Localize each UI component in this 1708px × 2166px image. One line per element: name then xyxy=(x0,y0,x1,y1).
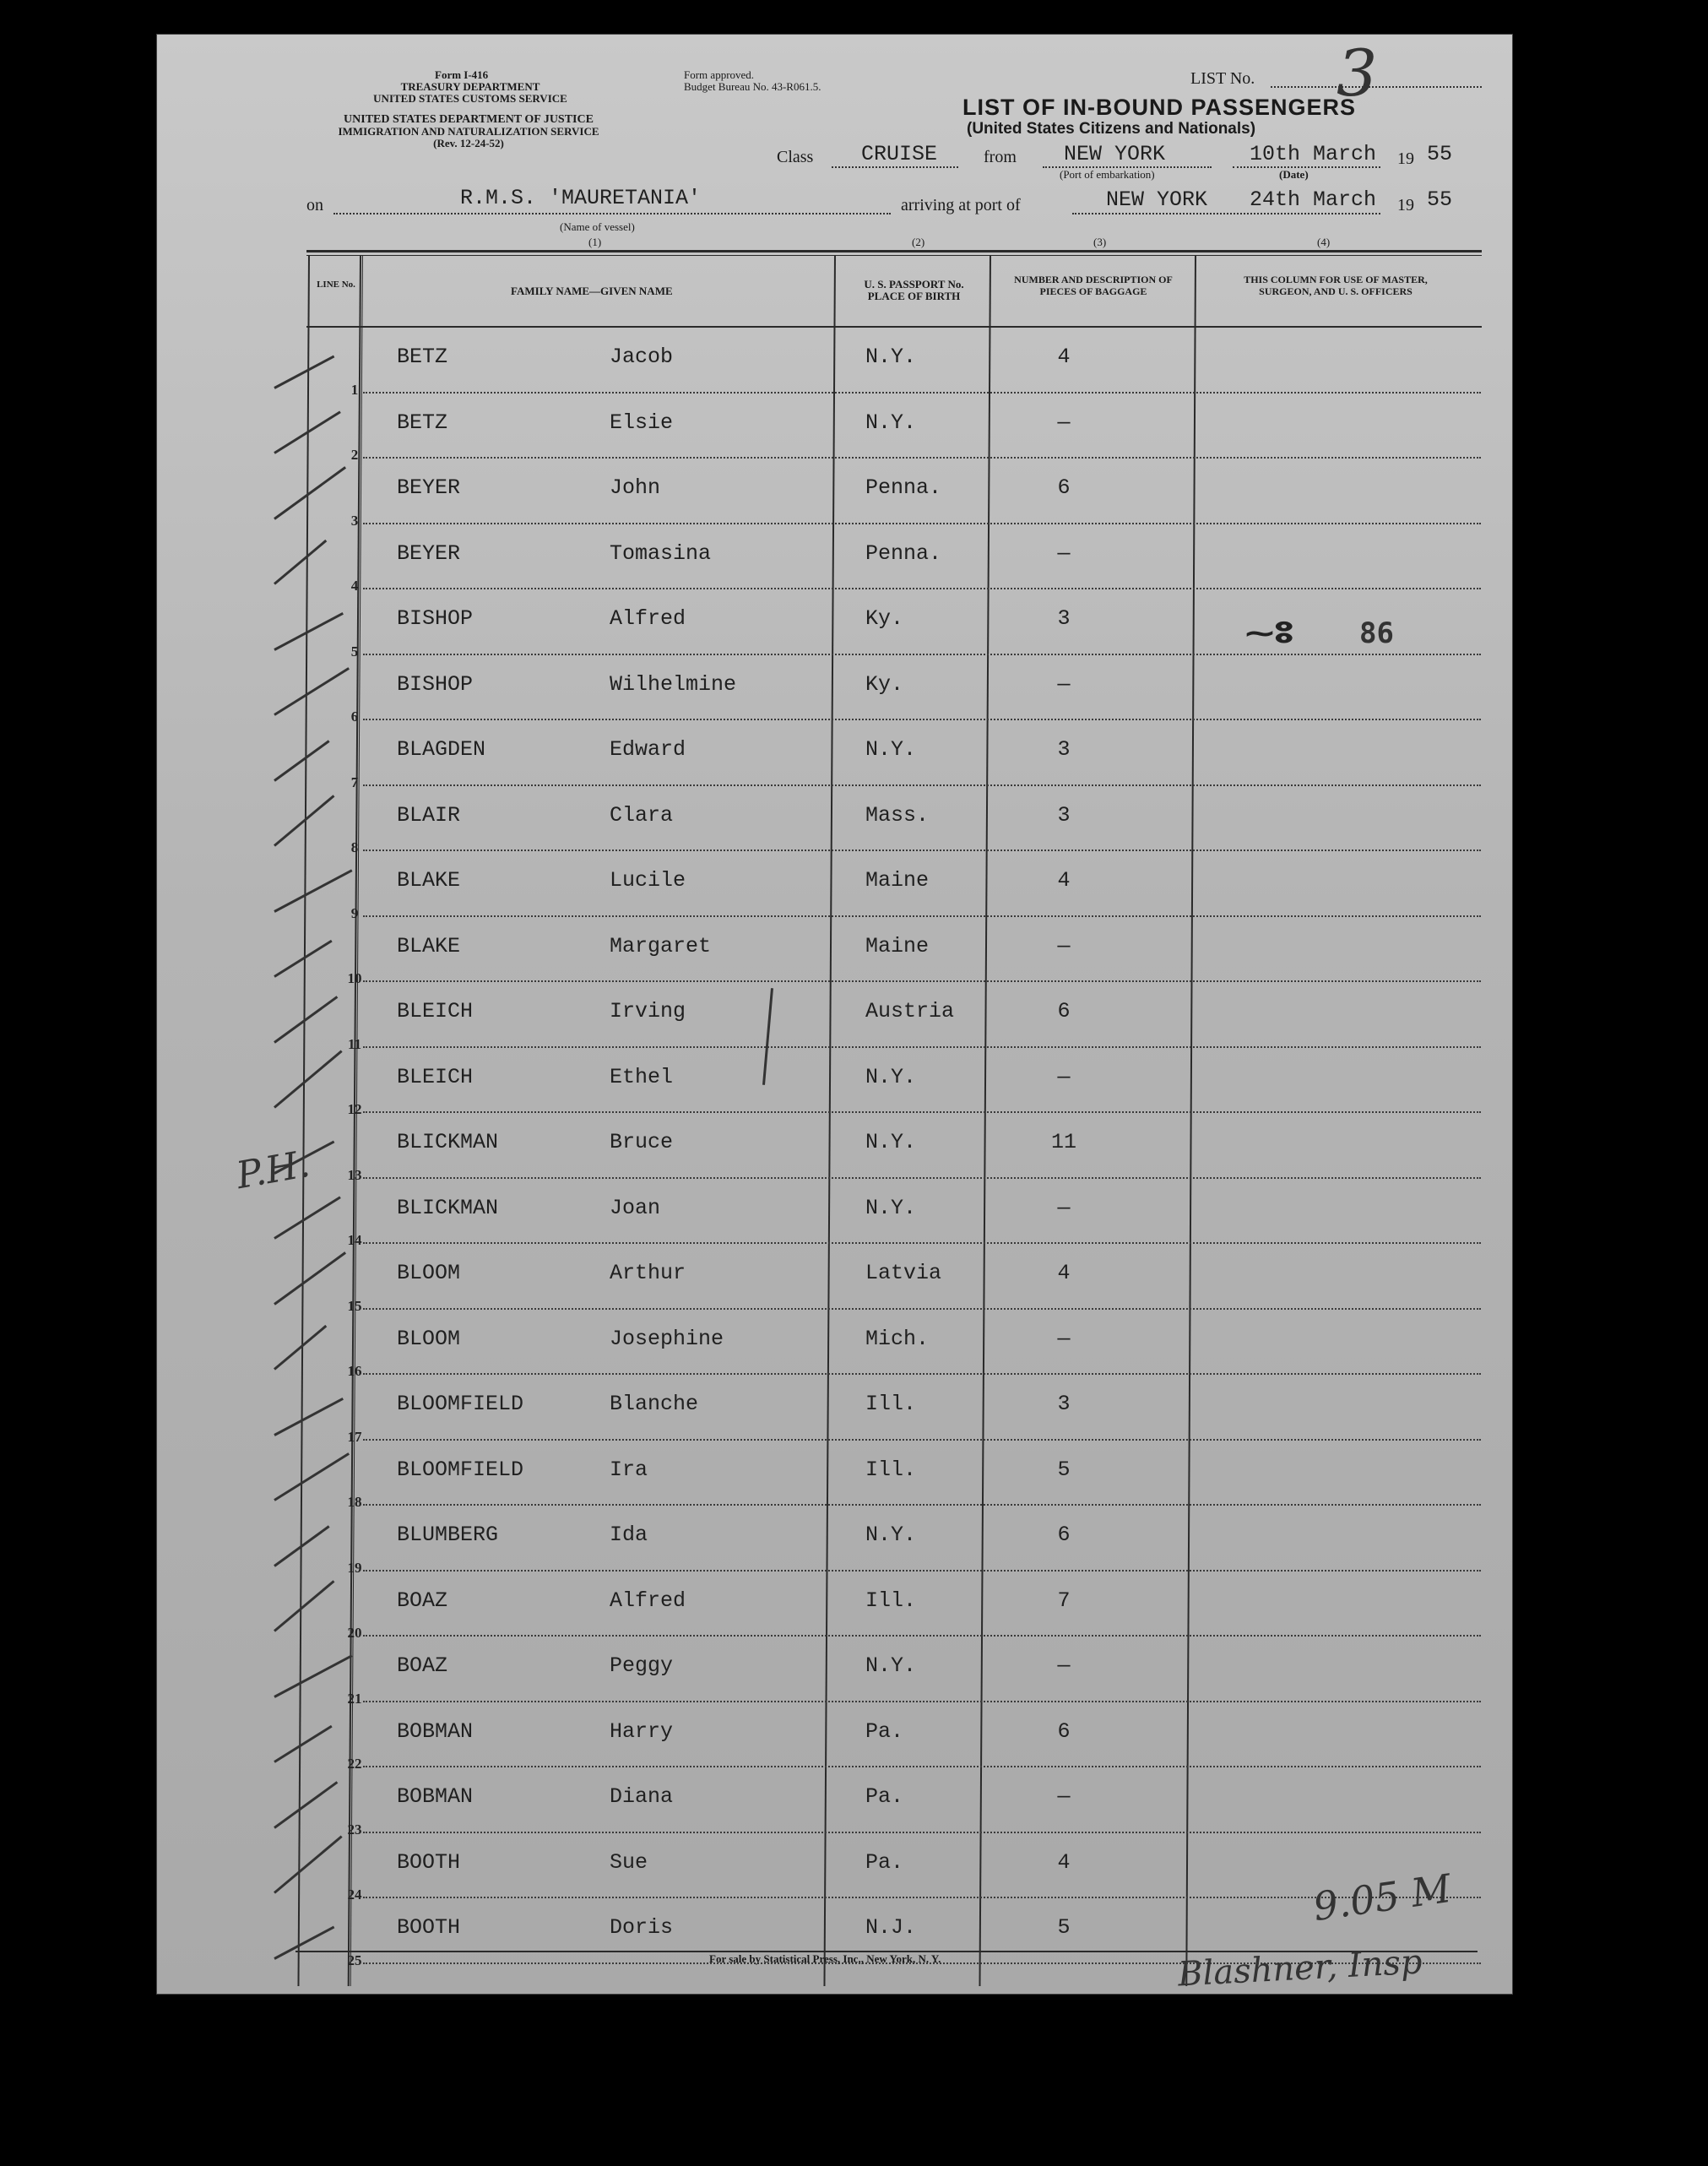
family-name: BLAGDEN xyxy=(397,737,486,762)
family-name: BISHOP xyxy=(397,606,474,631)
from-label: from xyxy=(984,148,1017,166)
baggage-count: 6 xyxy=(1057,999,1071,1023)
baggage-count: 6 xyxy=(1057,1718,1071,1744)
baggage-count: 5 xyxy=(1057,1457,1071,1482)
place-of-birth: Ky. xyxy=(865,606,904,631)
check-mark xyxy=(274,410,341,453)
given-name: Ethel xyxy=(610,1064,674,1089)
family-name: BLEICH xyxy=(397,1064,474,1089)
check-mark xyxy=(274,1836,343,1894)
table-row xyxy=(156,786,1513,855)
given-name: Elsie xyxy=(610,410,674,435)
family-name: BLICKMAN xyxy=(397,1130,499,1154)
col-header-line-no: LINE No. xyxy=(317,280,355,290)
dept-line-4: IMMIGRATION AND NATURALIZATION SERVICE xyxy=(338,125,599,138)
given-name: Margaret xyxy=(610,933,712,958)
table-row xyxy=(156,1310,1513,1379)
check-mark xyxy=(274,540,327,585)
check-mark xyxy=(274,1525,329,1566)
line-number: 3 xyxy=(350,512,359,529)
family-name: BEYER xyxy=(397,540,461,566)
line-number: 12 xyxy=(347,1101,362,1117)
table-row xyxy=(156,1113,1513,1183)
check-mark xyxy=(274,940,332,978)
table-row xyxy=(156,459,1513,529)
line-number: 5 xyxy=(350,643,359,660)
check-mark xyxy=(274,740,329,781)
place-of-birth: N.J. xyxy=(865,1915,917,1940)
baggage-count: 7 xyxy=(1057,1588,1071,1613)
vessel-caption: (Name of vessel) xyxy=(560,220,635,233)
family-name: BOOTH xyxy=(397,1915,461,1940)
list-no-label: LIST No. xyxy=(1190,69,1255,88)
place-of-birth: Austria xyxy=(865,999,955,1023)
inspector-signature: Blashner, Insp xyxy=(1176,1942,1423,1995)
check-mark xyxy=(274,1725,332,1763)
family-name: BOOTH xyxy=(397,1849,461,1875)
baggage-count: — xyxy=(1057,410,1071,435)
given-name: Tomasina xyxy=(610,540,712,566)
bottom-note: 9.05 M xyxy=(1310,1865,1455,1930)
table-row xyxy=(156,1506,1513,1576)
line-number: 25 xyxy=(347,1952,362,1968)
place-of-birth: Maine xyxy=(865,933,930,958)
baggage-count: 4 xyxy=(1057,345,1071,369)
family-name: BOAZ xyxy=(397,1653,448,1678)
from-value: NEW YORK xyxy=(1064,142,1166,166)
check-mark xyxy=(274,1580,334,1631)
table-row xyxy=(156,1637,1513,1707)
given-name: Irving xyxy=(610,999,686,1023)
line-number: 16 xyxy=(347,1363,362,1379)
check-mark xyxy=(274,355,334,388)
line-number: 7 xyxy=(350,774,359,790)
baggage-count: — xyxy=(1057,1064,1071,1089)
family-name: BLICKMAN xyxy=(397,1195,499,1220)
table-row xyxy=(156,1179,1513,1248)
place-of-birth: N.Y. xyxy=(865,1064,917,1089)
given-name: Clara xyxy=(610,802,674,828)
baggage-count: 3 xyxy=(1057,1392,1071,1416)
family-name: BLAKE xyxy=(397,868,461,893)
form-number: Form I-416 xyxy=(435,68,489,81)
check-mark xyxy=(274,1325,327,1371)
given-name: Peggy xyxy=(610,1653,674,1678)
line-number: 2 xyxy=(350,447,359,463)
line-number: 14 xyxy=(347,1232,362,1248)
given-name: John xyxy=(610,475,661,500)
place-of-birth: N.Y. xyxy=(865,345,917,369)
given-name: Bruce xyxy=(610,1130,674,1154)
baggage-count: 6 xyxy=(1057,1523,1071,1547)
given-name: Diana xyxy=(610,1784,674,1809)
given-name: Ida xyxy=(610,1523,648,1547)
family-name: BLOOM xyxy=(397,1326,461,1351)
col-num-2: (2) xyxy=(912,236,925,248)
baggage-count: 4 xyxy=(1057,1261,1071,1285)
family-name: BISHOP xyxy=(397,671,474,697)
place-of-birth: N.Y. xyxy=(865,1653,917,1678)
line-number: 9 xyxy=(350,904,359,921)
from-caption: (Port of embarkation) xyxy=(1060,168,1155,181)
place-of-birth: Pa. xyxy=(865,1784,904,1809)
manifest-sheet xyxy=(156,34,1513,1995)
place-of-birth: Pa. xyxy=(865,1718,904,1744)
given-name: Arthur xyxy=(610,1261,686,1285)
baggage-count: — xyxy=(1057,671,1071,697)
place-of-birth: Penna. xyxy=(865,540,942,566)
line-number: 10 xyxy=(347,970,362,986)
check-mark xyxy=(274,1251,346,1306)
arrival-port: NEW YORK xyxy=(1106,187,1208,212)
table-row xyxy=(156,1702,1513,1772)
family-name: BETZ xyxy=(397,345,448,369)
col-header-name: FAMILY NAME—GIVEN NAME xyxy=(511,285,673,297)
manifest-title: LIST OF IN-BOUND PASSENGERS xyxy=(962,95,1357,120)
line-number: 20 xyxy=(347,1625,362,1641)
family-name: BLAIR xyxy=(397,802,461,828)
given-name: Alfred xyxy=(610,1588,686,1613)
family-name: BLUMBERG xyxy=(397,1523,499,1547)
family-name: BLOOMFIELD xyxy=(397,1457,524,1482)
baggage-count: — xyxy=(1057,1653,1071,1678)
row5-stamp-mark: ⁓ⵓ xyxy=(1245,616,1294,650)
given-name: Alfred xyxy=(610,606,686,631)
place-of-birth: Ill. xyxy=(865,1588,917,1613)
check-mark xyxy=(274,1050,343,1109)
dept-line-5: (Rev. 12-24-52) xyxy=(433,137,504,149)
place-of-birth: N.Y. xyxy=(865,1195,917,1220)
baggage-count: 3 xyxy=(1057,606,1071,631)
depart-date: 10th March xyxy=(1250,142,1377,166)
given-name: Lucile xyxy=(610,868,686,893)
baggage-count: 3 xyxy=(1057,737,1071,762)
place-of-birth: Ill. xyxy=(865,1457,917,1482)
baggage-count: — xyxy=(1057,1784,1071,1809)
baggage-count: 11 xyxy=(1050,1130,1076,1154)
line-number: 11 xyxy=(347,1035,362,1052)
family-name: BETZ xyxy=(397,410,448,435)
check-mark xyxy=(274,1925,334,1959)
place-of-birth: Ky. xyxy=(865,671,904,697)
table-row xyxy=(156,1572,1513,1641)
line-number: 4 xyxy=(350,578,359,594)
check-mark xyxy=(274,1397,344,1436)
arriving-label: arriving at port of xyxy=(901,196,1021,214)
place-of-birth: Penna. xyxy=(865,475,942,500)
given-name: Blanche xyxy=(610,1392,699,1416)
table-row xyxy=(156,589,1513,660)
table-row xyxy=(156,1441,1513,1510)
col-header-officers: THIS COLUMN FOR USE OF MASTER, SURGEON, AND U. S. OFFICERS xyxy=(1244,274,1428,297)
arrival-date: 24th March xyxy=(1250,187,1377,212)
manifest-subtitle: (United States Citizens and Nationals) xyxy=(967,120,1256,138)
line-number: 13 xyxy=(347,1166,362,1183)
given-name: Edward xyxy=(610,737,686,762)
col-num-4: (4) xyxy=(1317,236,1331,248)
place-of-birth: N.Y. xyxy=(865,737,917,762)
table-row xyxy=(156,917,1513,986)
class-value: CRUISE xyxy=(861,142,938,166)
list-no-value: 3 xyxy=(1337,35,1378,111)
baggage-count: — xyxy=(1057,1195,1071,1220)
table-row xyxy=(156,328,1513,398)
family-name: BOBMAN xyxy=(397,1718,474,1744)
table-row xyxy=(156,1375,1513,1445)
line-number: 24 xyxy=(347,1886,362,1903)
baggage-count: 6 xyxy=(1057,475,1071,500)
date-caption: (Date) xyxy=(1279,168,1309,181)
place-of-birth: Latvia xyxy=(865,1261,942,1285)
dept-line-3: UNITED STATES DEPARTMENT OF JUSTICE xyxy=(344,113,594,126)
place-of-birth: Maine xyxy=(865,868,930,893)
line-number: 17 xyxy=(347,1428,362,1445)
table-row xyxy=(156,720,1513,790)
given-name: Doris xyxy=(610,1915,674,1940)
arrival-year-prefix: 19 xyxy=(1397,196,1414,214)
line-number: 18 xyxy=(347,1494,362,1510)
dept-line-2: UNITED STATES CUSTOMS SERVICE xyxy=(373,92,567,105)
place-of-birth: Ill. xyxy=(865,1392,917,1416)
given-name: Ira xyxy=(610,1457,648,1482)
baggage-count: — xyxy=(1057,933,1071,958)
check-mark xyxy=(274,1196,341,1239)
given-name: Harry xyxy=(610,1718,674,1744)
place-of-birth: N.Y. xyxy=(865,1523,917,1547)
baggage-count: 4 xyxy=(1057,1849,1071,1875)
table-row xyxy=(156,1048,1513,1117)
place-of-birth: N.Y. xyxy=(865,1130,917,1154)
col-header-passport: U. S. PASSPORT No. PLACE OF BIRTH xyxy=(864,278,964,302)
year-prefix: 19 xyxy=(1397,149,1414,168)
margin-note: P.H. xyxy=(233,1142,313,1198)
family-name: BLOOMFIELD xyxy=(397,1392,524,1416)
table-row xyxy=(156,524,1513,594)
given-name: Jacob xyxy=(610,345,674,369)
dept-line-1: TREASURY DEPARTMENT xyxy=(400,80,540,93)
table-row xyxy=(156,394,1513,463)
approval-line-1: Form approved. xyxy=(684,68,755,81)
line-number: 22 xyxy=(347,1756,362,1772)
place-of-birth: N.Y. xyxy=(865,410,917,435)
line-number: 6 xyxy=(350,708,359,725)
given-name: Wilhelmine xyxy=(610,671,737,697)
baggage-count: — xyxy=(1057,1326,1071,1351)
col-num-1: (1) xyxy=(588,236,602,248)
given-name: Josephine xyxy=(610,1326,724,1351)
line-number: 23 xyxy=(347,1821,362,1838)
col-header-baggage: NUMBER AND DESCRIPTION OF PIECES OF BAGGAGE xyxy=(1014,274,1173,297)
on-label: on xyxy=(306,196,323,214)
place-of-birth: Mich. xyxy=(865,1326,930,1351)
baggage-count: 4 xyxy=(1057,868,1071,893)
given-name: Sue xyxy=(610,1849,648,1875)
table-row xyxy=(156,1833,1513,1903)
place-of-birth: Pa. xyxy=(865,1849,904,1875)
family-name: BLEICH xyxy=(397,999,474,1023)
line-number: 19 xyxy=(347,1559,362,1576)
given-name: Joan xyxy=(610,1195,661,1220)
arrival-year-value: 55 xyxy=(1427,187,1453,212)
check-mark xyxy=(274,996,338,1044)
table-row xyxy=(156,982,1513,1052)
line-number: 15 xyxy=(347,1297,362,1314)
place-of-birth: Mass. xyxy=(865,802,930,828)
table-row xyxy=(156,1244,1513,1314)
table-row xyxy=(156,1767,1513,1838)
check-mark xyxy=(274,611,344,650)
check-mark xyxy=(274,466,346,520)
family-name: BLOOM xyxy=(397,1261,461,1285)
baggage-count: 3 xyxy=(1057,802,1071,828)
family-name: BLAKE xyxy=(397,933,461,958)
family-name: BEYER xyxy=(397,475,461,500)
line-number: 1 xyxy=(350,381,359,398)
footer-printer: For sale by Statistical Press, Inc., New York, N. Y. xyxy=(709,1952,941,1965)
year-value: 55 xyxy=(1427,142,1453,166)
baggage-count: 5 xyxy=(1057,1915,1071,1940)
family-name: BOAZ xyxy=(397,1588,448,1613)
line-number: 21 xyxy=(347,1690,362,1707)
col-num-3: (3) xyxy=(1093,236,1107,248)
family-name: BOBMAN xyxy=(397,1784,474,1809)
baggage-count: — xyxy=(1057,540,1071,566)
table-row xyxy=(156,851,1513,921)
check-mark xyxy=(274,1781,338,1829)
check-mark xyxy=(274,795,334,846)
row5-officer-note: 86 xyxy=(1359,616,1394,650)
class-label: Class xyxy=(777,148,814,166)
vessel-name: R.M.S. 'MAURETANIA' xyxy=(460,186,702,210)
line-number: 8 xyxy=(350,839,359,855)
table-row xyxy=(156,655,1513,725)
approval-line-2: Budget Bureau No. 43-R061.5. xyxy=(684,80,821,93)
